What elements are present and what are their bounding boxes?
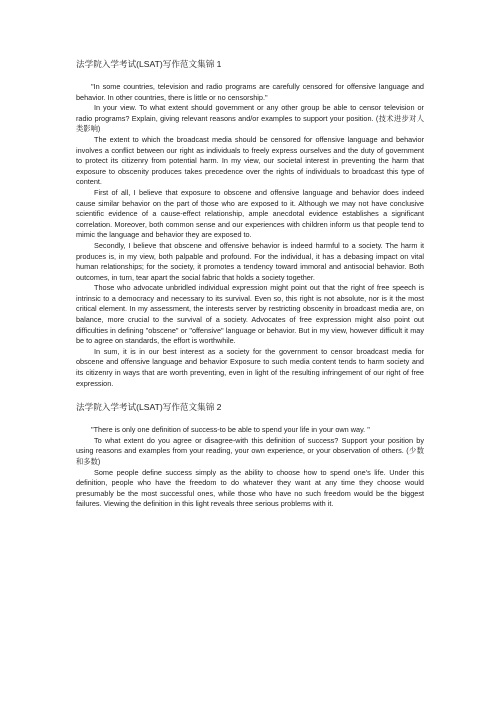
prompt-quote: "In some countries, television and radio programs are carefully censored for offensive language and behavior. In other countries, there is little or no censorship." xyxy=(76,82,424,102)
prompt-quote: "There is only one definition of success-to be able to spend your life in your own way. " xyxy=(91,425,370,435)
essay-paragraph: Those who advocate unbridled individual expression might point out that the right of free speech is intrinsic to a democracy and necessary to its survival. Even so, this right is not absolute, nor is it the most critical element. In my assessment, the interests server by restricting obscenity in broadcast media are, on balance, more crucial to the survival of a society. Advocates of free expression might also point out difficulties in defining "obscene" or "offensive" language or behavior. But in my view, however difficult it may be to agree on standards, the effort is worthwhile. xyxy=(76,283,424,346)
prompt-question: To what extent do you agree or disagree-with this definition of success? Support your position by using reasons and examples from your reading, your own experience, or your observation of others. (少数和多数) xyxy=(76,435,424,466)
essay-paragraph: Some people define success simply as the ability to choose how to spend one's life. Under this definition, people who have the freedom to do whatever they want at any time they choose would presumably be the most successful ones, while those who have no such freedom would be the biggest failures. Viewing the definition in this light reveals three serious problems with it. xyxy=(76,467,424,509)
section-2 xyxy=(76,401,424,510)
essay-paragraph: Secondly, I believe that obscene and offensive behavior is indeed harmful to a society. The harm it produces is, in my view, both palpable and profound. For the individual, it has a debasing impact on vital human relationships; for the society, it promotes a tendency toward immoral and antisocial behavior. Both outcomes, in turn, tear apart the social fabric that holds a society together. xyxy=(76,240,424,282)
essay-paragraph: In sum, it is in our best interest as a society for the government to censor broadcast media for obscene and offensive language and behavior Exposure to such media content tends to harm society and its citizenry in ways that are worth preventing, even in light of the resulting infringement of our right of free expression. xyxy=(76,346,424,388)
section-1 xyxy=(76,58,424,389)
prompt-question: In your view. To what extent should government or any other group be able to censor television or radio programs? Explain, giving relevant reasons and/or examples to support your position. (技术进步对人类影响) xyxy=(76,103,424,134)
essay-paragraph: First of all, I believe that exposure to obscene and offensive language and behavior does indeed cause similar behavior on the part of those who are exposed to it. Although we may not have conclusive scientific evidence of a cause-effect relationship, ample anecdotal evidence establishes a significant correlation. Moreover, both common sense and our experiences with children inform us that people tend to mimic the language and behavior they are exposed to. xyxy=(76,187,424,240)
section-title: 法学院入学考试(LSAT)写作范文集锦 2 xyxy=(76,402,222,413)
section-title: 法学院入学考试(LSAT)写作范文集锦 1 xyxy=(76,59,222,69)
essay-paragraph: The extent to which the broadcast media should be censored for offensive language and behavior involves a conflict between our right as individuals to freely express ourselves and the duty of government to protect its citizenry from potential harm. In my view, our societal interest in preventing the harm that exposure to obscenity produces takes precedence over the rights of individuals to broadcast this type of content. xyxy=(76,134,424,187)
